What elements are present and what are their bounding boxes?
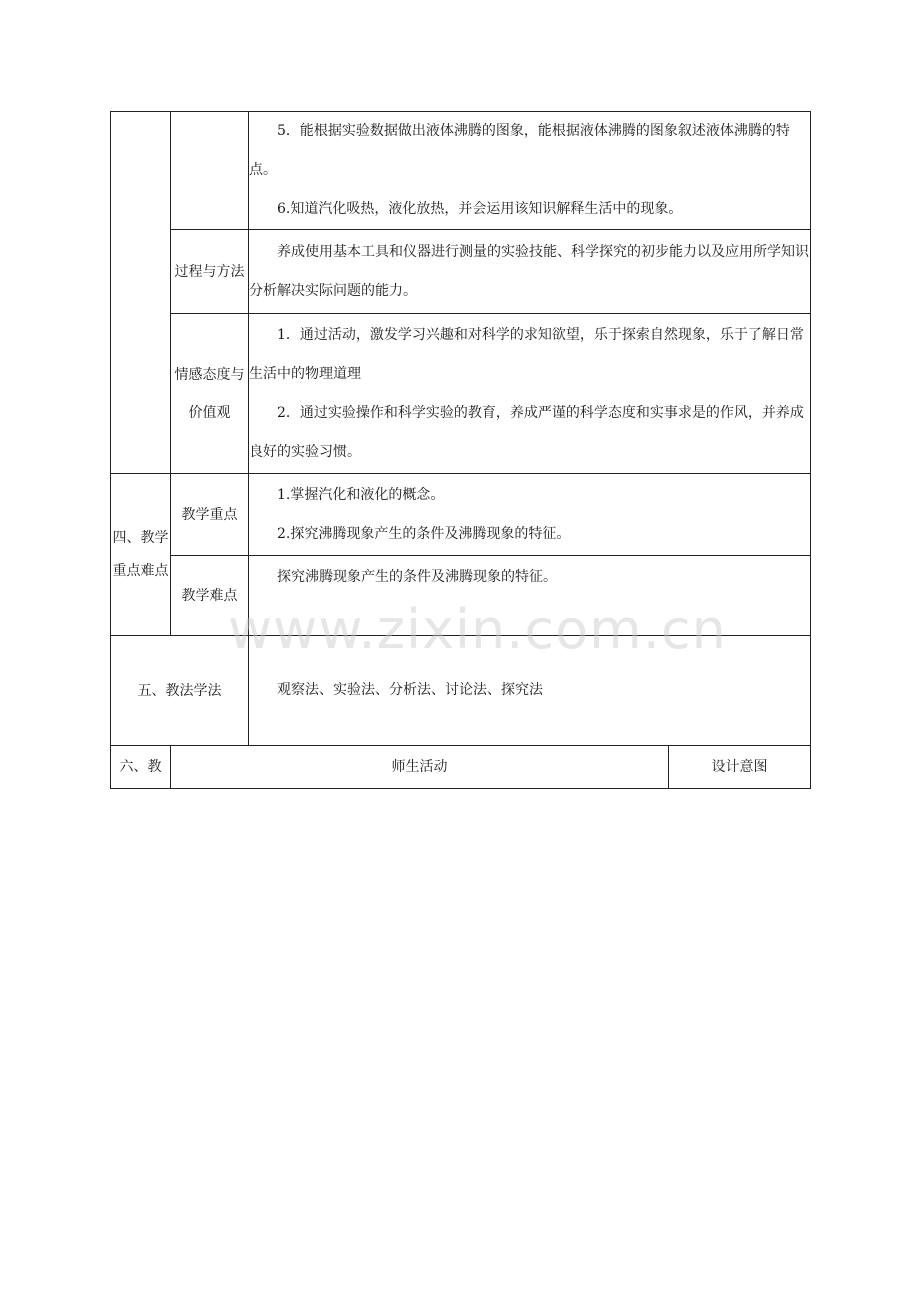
- lesson-plan-table: [110, 111, 811, 789]
- key-points-category: 四、教学重点难点: [111, 474, 171, 636]
- knowledge-item-6: 6.知道汽化吸热，液化放热，并会运用该知识解释生活中的现象。: [277, 201, 683, 217]
- difficulty-text: 探究沸腾现象产生的条件及沸腾现象的特征。: [277, 569, 557, 585]
- process-method-row: [111, 230, 811, 314]
- difficulty-row: [111, 556, 811, 636]
- process-section-row: [111, 746, 811, 789]
- methods-content: [249, 636, 811, 746]
- knowledge-item-5: 5．能根据实验数据做出液体沸腾的图象，能根据液体沸腾的图象叙述液体沸腾的特点。: [249, 123, 790, 178]
- intent-column-header: 设计意图: [669, 746, 811, 789]
- focus-content: [249, 474, 811, 556]
- emotion-item-1: 1．通过活动，激发学习兴趣和对科学的求知欲望，乐于探索自然现象，乐于了解日常生活中的物理道理: [249, 326, 804, 382]
- emotion-item-2: 2．通过实验操作和科学实验的教育，养成严谨的科学态度和实事求是的作风，并养成良好的实验习惯。: [249, 404, 804, 460]
- activity-column-header: 师生活动: [171, 746, 669, 789]
- difficulty-label: 教学难点: [171, 556, 249, 636]
- key-points-row: [111, 474, 811, 556]
- emotion-values-row: [111, 314, 811, 474]
- process-method-content: [249, 230, 811, 314]
- methods-text: 观察法、实验法、分析法、讨论法、探究法: [277, 682, 543, 698]
- knowledge-content-cell: [249, 112, 811, 230]
- emotion-values-label: 情感态度与价值观: [171, 314, 249, 474]
- process-method-label: 过程与方法: [171, 230, 249, 314]
- process-method-text: 养成使用基本工具和仪器进行测量的实验技能、科学探究的初步能力以及应用所学知识分析解决实际问题的能力。: [249, 243, 809, 299]
- focus-item-2: 2.探究沸腾现象产生的条件及沸腾现象的特征。: [277, 526, 571, 542]
- focus-item-1: 1.掌握汽化和液化的概念。: [277, 487, 445, 503]
- watermark-text: www.zixin.com.cn: [228, 598, 727, 661]
- methods-label: 五、教法学法: [111, 636, 249, 746]
- objectives-category-cell: [111, 112, 171, 474]
- emotion-values-content: [249, 314, 811, 474]
- knowledge-label-cell: [171, 112, 249, 230]
- knowledge-row: [111, 112, 811, 230]
- difficulty-content: [249, 556, 811, 636]
- focus-label: 教学重点: [171, 474, 249, 556]
- process-section-label: 六、教: [111, 746, 171, 789]
- methods-row: [111, 636, 811, 746]
